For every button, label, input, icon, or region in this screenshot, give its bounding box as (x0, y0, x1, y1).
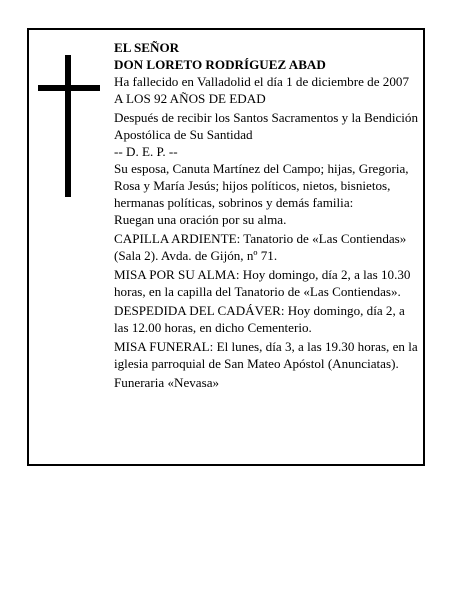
family-notice: Su esposa, Canuta Martínez del Campo; hijas, Gregoria, Rosa y María Jesús; hijos políticos, nietos, bisnietos, hermanas políticas, sobrinos y demás familia: (114, 161, 409, 210)
prayer-notice: Ruegan una oración por su alma. (114, 212, 287, 227)
cross-icon (38, 55, 100, 197)
age-notice: A LOS 92 AÑOS DE EDAD (114, 91, 266, 106)
funeral-home: Funeraria «Nevasa» (114, 375, 220, 390)
rip-notice: -- D. E. P. -- (114, 144, 178, 159)
mass-notice: MISA POR SU ALMA: Hoy domingo, día 2, a las 10.30 horas, en la capilla del Tanatorio de «Las Contiendas». (114, 267, 411, 299)
farewell-notice: DESPEDIDA DEL CADÁVER: Hoy domingo, día 2, a las 12.00 horas, en dicho Cementerio. (114, 303, 405, 335)
sacraments-notice: Después de recibir los Santos Sacramentos y la Bendición Apostólica de Su Santidad (114, 110, 418, 142)
funeral-notice: MISA FUNERAL: El lunes, día 3, a las 19.30 horas, en la iglesia parroquial de San Mateo Apóstol (Anunciatas). (114, 339, 418, 371)
cross-horizontal-bar (38, 85, 100, 91)
cross-vertical-bar (65, 55, 71, 197)
chapel-notice: CAPILLA ARDIENTE: Tanatorio de «Las Contiendas» (Sala 2). Avda. de Gijón, nº 71. (114, 231, 407, 263)
obituary-title: EL SEÑOR (114, 40, 180, 55)
death-notice: Ha fallecido en Valladolid el día 1 de diciembre de 2007 (114, 74, 409, 89)
obituary-text (114, 39, 422, 393)
deceased-name: DON LORETO RODRÍGUEZ ABAD (114, 57, 326, 72)
